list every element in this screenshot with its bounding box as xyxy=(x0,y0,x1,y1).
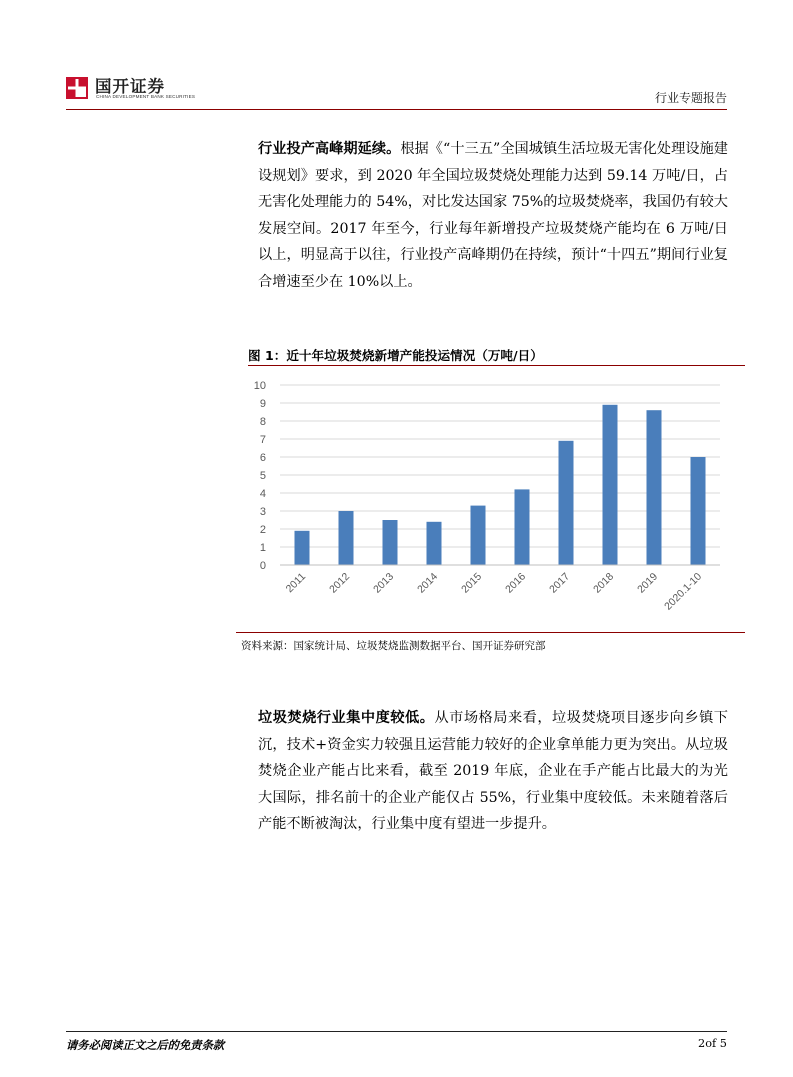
x-tick-label: 2016 xyxy=(503,570,529,596)
y-tick-label: 2 xyxy=(259,524,266,536)
y-tick-label: 7 xyxy=(259,434,266,446)
y-tick-label: 3 xyxy=(259,506,266,518)
footer-divider xyxy=(66,1031,727,1032)
y-tick-label: 6 xyxy=(259,452,266,464)
y-tick-label: 8 xyxy=(259,416,266,428)
x-tick-label: 2012 xyxy=(327,570,353,596)
paragraph-investment-peak xyxy=(258,136,728,295)
bar-2017 xyxy=(559,441,574,565)
bar-2015 xyxy=(471,506,486,565)
figure-bottom-rule xyxy=(236,632,745,633)
figure-title: 图 1：近十年垃圾焚烧新增产能投运情况（万吨/日） xyxy=(248,348,543,363)
report-type: 行业专题报告 xyxy=(654,91,727,105)
y-tick-label: 5 xyxy=(259,470,266,482)
bar-2011 xyxy=(295,531,310,565)
brand-name: 国开证券 xyxy=(95,77,165,96)
x-tick-label: 2013 xyxy=(371,570,397,596)
y-tick-label: 1 xyxy=(259,542,266,554)
x-tick-label: 2017 xyxy=(547,570,573,596)
paragraph-lead: 行业投产高峰期延续。 xyxy=(258,141,401,157)
x-tick-label: 2018 xyxy=(591,570,617,596)
bar-2019 xyxy=(647,410,662,565)
paragraph-body: 从市场格局来看，垃圾焚烧项目逐步向乡镇下沉，技术+资金实力较强且运营能力较好的企业拿单能力更为突出。从垃圾焚烧企业产能占比来看，截至 2019 年底，企业在手产能占比最大的为光大国际，排名前十的企业产能仅占 55%，行业集中度较低。未来随着落后产能不断被淘汰，行业集中度有望进一步提升。 xyxy=(258,710,728,832)
brand-logo-icon xyxy=(66,77,88,99)
paragraph-concentration xyxy=(258,705,728,838)
page-number: 2of 5 xyxy=(698,1037,727,1050)
x-tick-label: 2020.1-10 xyxy=(662,570,705,613)
y-tick-label: 4 xyxy=(259,488,266,500)
bar-2016 xyxy=(515,489,530,565)
x-tick-label: 2019 xyxy=(635,570,661,596)
x-tick-label: 2011 xyxy=(283,570,309,596)
x-tick-label: 2015 xyxy=(459,570,485,596)
bar-chart xyxy=(236,366,745,632)
bar-2020.1-10 xyxy=(691,457,706,565)
bar-2012 xyxy=(339,511,354,565)
bar-2013 xyxy=(383,520,398,565)
header-divider xyxy=(66,109,727,110)
x-tick-label: 2014 xyxy=(415,570,441,596)
paragraph-body: 根据《“十三五”全国城镇生活垃圾无害化处理设施建设规划》要求，到 2020 年全国垃圾焚烧处理能力达到 59.14 万吨/日，占无害化处理能力的 54%，对比发达国家 75%的垃圾焚烧率，我国仍有较大发展空间。2017 年至今，行业每年新增投产垃圾焚烧产能均在 6 万吨/日以上，明显高于以往，行业投产高峰期仍在持续，预计“十四五”期间行业复合增速至少在 10%以上。 xyxy=(258,141,728,290)
bar-2018 xyxy=(603,405,618,565)
y-tick-label: 0 xyxy=(259,560,266,572)
figure-source: 资料来源：国家统计局、垃圾焚烧监测数据平台、国开证券研究部 xyxy=(241,640,546,652)
y-tick-label: 9 xyxy=(259,398,266,410)
paragraph-lead: 垃圾焚烧行业集中度较低。 xyxy=(258,710,435,726)
bar-2014 xyxy=(427,522,442,565)
footer-disclaimer: 请务必阅读正文之后的免责条款 xyxy=(66,1039,225,1052)
y-tick-label: 10 xyxy=(253,380,266,392)
brand-name-en: CHINA DEVELOPMENT BANK SECURITIES xyxy=(96,94,196,99)
